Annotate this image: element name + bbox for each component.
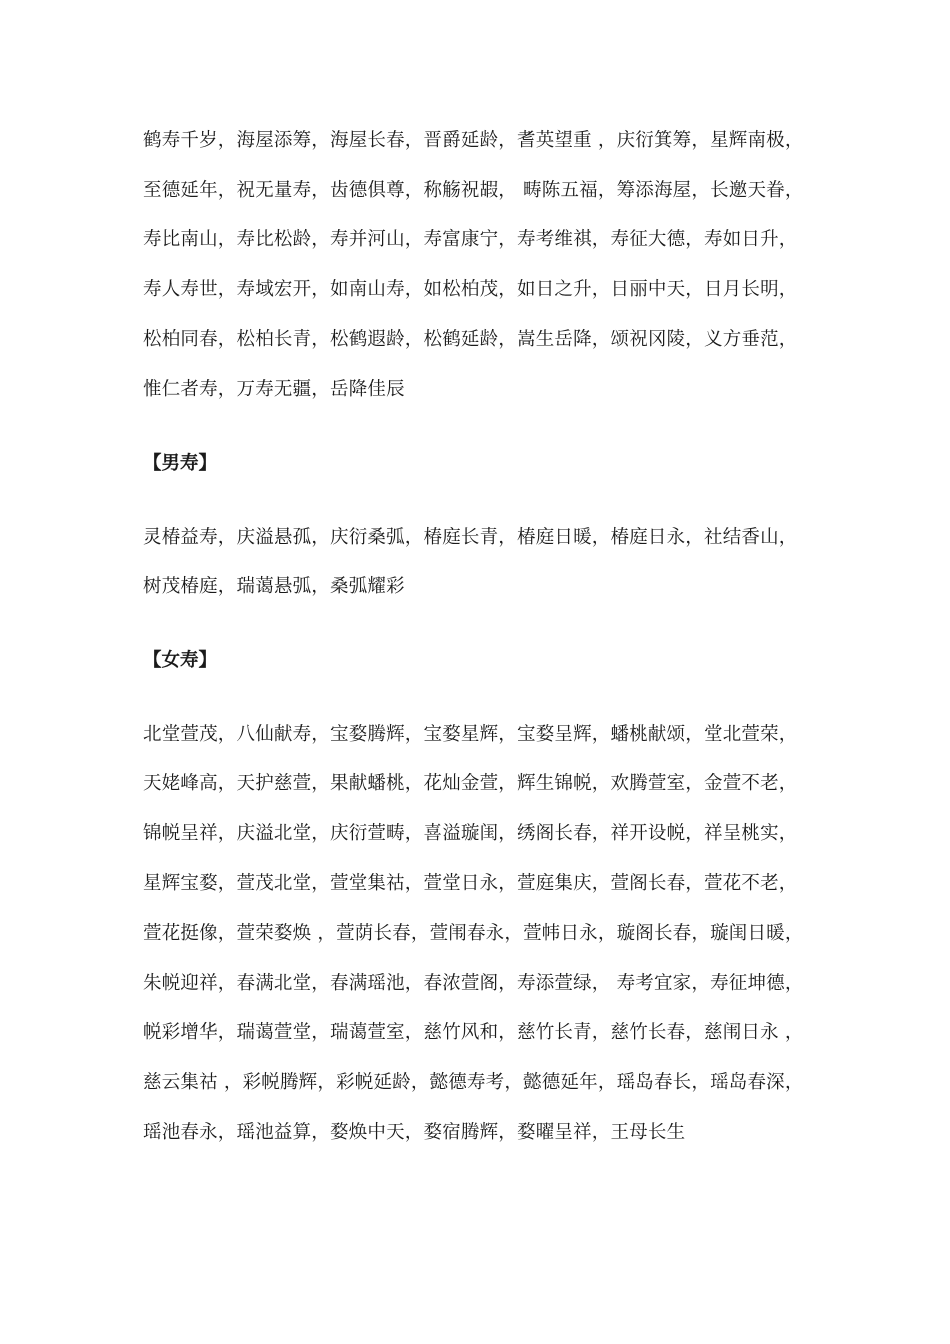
female-line-1: 北堂萱茂，八仙献寿，宝婺腾辉，宝婺星辉，宝婺呈辉，蟠桃献颂，堂北萱荣，: [143, 724, 798, 745]
general-line-2: 至德延年，祝无量寿，齿德俱尊，称觞祝嘏， 畴陈五福，筹添海屋，长邀天眷，: [143, 180, 804, 201]
female-line-5: 萱花挺像，萱荣婺焕 ，萱荫长春，萱闱春永，萱帏日永，璇阁长春，璇闺日暖，: [143, 923, 804, 944]
female-line-9: 瑶池春永，瑶池益算，婺焕中天，婺宿腾辉，婺曜呈祥，王母长生: [143, 1122, 686, 1143]
general-line-6: 惟仁者寿，万寿无疆，岳降佳辰: [143, 379, 405, 400]
general-line-3: 寿比南山，寿比松龄，寿并河山，寿富康宁，寿考维祺，寿征大德，寿如日升，: [143, 229, 798, 250]
female-line-8: 慈云集祜 ，彩帨腾辉，彩帨延龄，懿德寿考，懿德延年，瑶岛春长，瑶岛春深，: [143, 1072, 804, 1093]
section-heading-male: 【男寿】: [143, 453, 218, 474]
general-line-1: 鹤寿千岁，海屋添筹，海屋长春，晋爵延龄，耆英望重 ，庆衍箕筹，星辉南极，: [143, 130, 804, 151]
male-line-1: 灵椿益寿，庆溢悬孤，庆衍桑弧，椿庭长青，椿庭日暖，椿庭日永，社结香山，: [143, 527, 798, 548]
general-line-5: 松柏同春，松柏长青，松鹤遐龄，松鹤延龄，嵩生岳降，颂祝冈陵，义方垂范，: [143, 329, 798, 350]
female-line-6: 朱帨迎祥，春满北堂，春满瑶池，春浓萱阁，寿添萱绿， 寿考宜家，寿征坤德，: [143, 973, 804, 994]
female-line-3: 锦帨呈祥，庆溢北堂，庆衍萱畴，喜溢璇闺，绣阁长春，祥开设帨，祥呈桃实，: [143, 823, 798, 844]
female-line-2: 天姥峰高，天护慈萱，果献蟠桃，花灿金萱，辉生锦帨，欢腾萱室，金萱不老，: [143, 773, 798, 794]
male-line-2: 树茂椿庭，瑞蔼悬弧，桑弧耀彩: [143, 576, 405, 597]
female-line-7: 帨彩增华，瑞蔼萱堂，瑞蔼萱室，慈竹风和，慈竹长青，慈竹长春，慈闱日永 ，: [143, 1022, 804, 1043]
female-line-4: 星辉宝婺，萱茂北堂，萱堂集祜，萱堂日永，萱庭集庆，萱阁长春，萱花不老，: [143, 873, 798, 894]
general-line-4: 寿人寿世，寿域宏开，如南山寿，如松柏茂，如日之升，日丽中天，日月长明，: [143, 279, 798, 300]
section-heading-female: 【女寿】: [143, 650, 218, 671]
